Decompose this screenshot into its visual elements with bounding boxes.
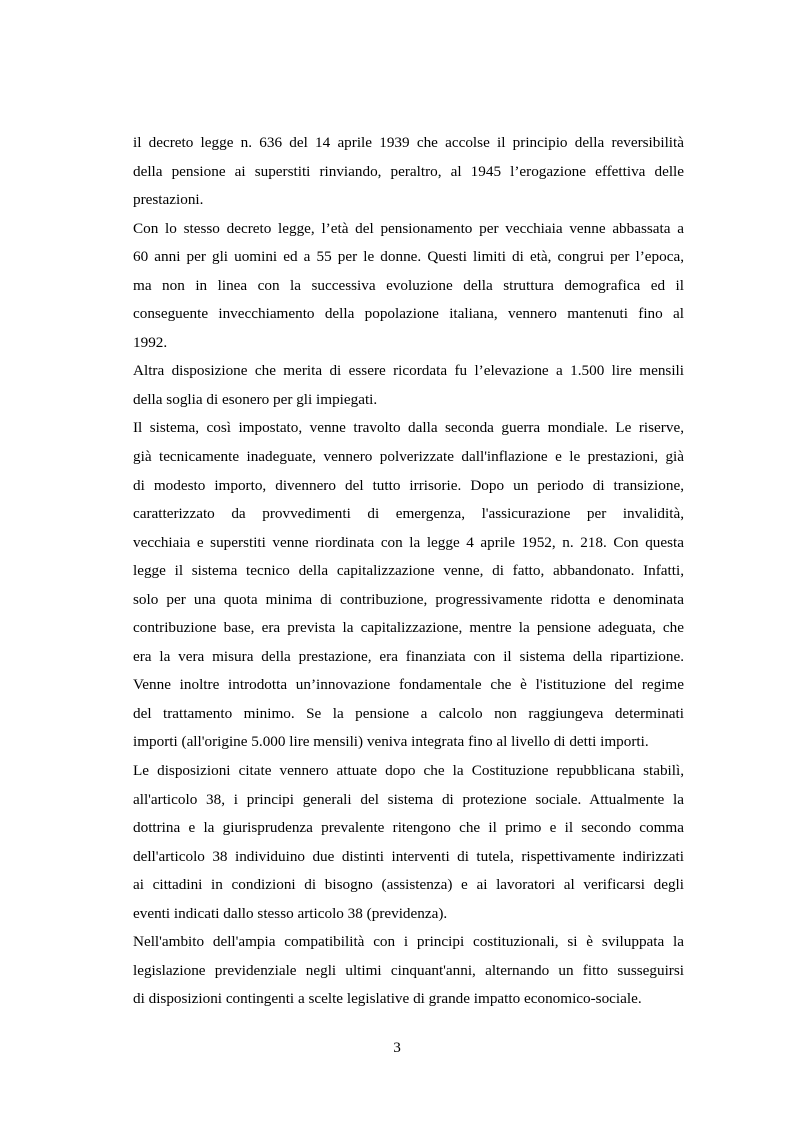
- text-line: contribuzione base, era prevista la capitalizzazione, mentre la pensione adeguata, che: [133, 619, 684, 637]
- text-line: importi (all'origine 5.000 lire mensili) veniva integrata fino al livello di detti importi.: [133, 733, 649, 751]
- text-line: legge il sistema tecnico della capitalizzazione venne, di fatto, abbandonato. Infatti,: [133, 562, 684, 580]
- paragraph-5: [133, 757, 684, 928]
- text-line: dottrina e la giurisprudenza prevalente ritengono che il primo e il secondo comma: [133, 819, 684, 837]
- text-line: caratterizzato da provvedimenti di emergenza, l'assicurazione per invalidità,: [133, 505, 684, 523]
- text-line: ma non in linea con la successiva evoluzione della struttura demografica ed il: [133, 276, 684, 294]
- text-line: del trattamento minimo. Se la pensione a calcolo non raggiungeva determinati: [133, 704, 684, 722]
- text-line: solo per una quota minima di contribuzione, progressivamente ridotta e denominata: [133, 590, 684, 608]
- text-line: Il sistema, così impostato, venne travolto dalla seconda guerra mondiale. Le riserve,: [133, 419, 684, 437]
- text-line: 60 anni per gli uomini ed a 55 per le donne. Questi limiti di età, congrui per l’epoca,: [133, 248, 684, 266]
- text-line: il decreto legge n. 636 del 14 aprile 1939 che accolse il principio della reversibilità: [133, 134, 684, 151]
- text-line: era la vera misura della prestazione, era finanziata con il sistema della ripartizione.: [133, 647, 684, 665]
- document-body: [133, 129, 684, 1014]
- text-line: conseguente invecchiamento della popolazione italiana, vennero mantenuti fino al: [133, 305, 684, 323]
- page-number: 3: [393, 1039, 401, 1056]
- text-line: legislazione previdenziale negli ultimi cinquant'anni, alternando un fitto susseguirsi: [133, 961, 684, 979]
- text-line: vecchiaia e superstiti venne riordinata con la legge 4 aprile 1952, n. 218. Con questa: [133, 533, 684, 551]
- text-line: di disposizioni contingenti a scelte legislative di grande impatto economico-sociale.: [133, 990, 642, 1008]
- text-line: dell'articolo 38 individuino due distinti interventi di tutela, rispettivamente indirizzati: [133, 847, 684, 865]
- text-line: già tecnicamente inadeguate, vennero polverizzate dall'inflazione e le prestazioni, già: [133, 448, 684, 466]
- text-line: di modesto importo, divennero del tutto irrisorie. Dopo un periodo di transizione,: [133, 476, 684, 494]
- paragraph-1: [133, 129, 684, 215]
- text-line: Con lo stesso decreto legge, l’età del pensionamento per vecchiaia venne abbassata a: [133, 219, 684, 237]
- text-line: Nell'ambito dell'ampia compatibilità con i principi costituzionali, si è sviluppata la: [133, 933, 684, 951]
- text-line: all'articolo 38, i principi generali del sistema di protezione sociale. Attualmente la: [133, 790, 684, 808]
- paragraph-6: [133, 928, 684, 1014]
- text-line: prestazioni.: [133, 191, 204, 209]
- text-line: della soglia di esonero per gli impiegati.: [133, 390, 378, 408]
- text-line: eventi indicati dallo stesso articolo 38 (previdenza).: [133, 904, 448, 922]
- text-line: Altra disposizione che merita di essere ricordata fu l’elevazione a 1.500 lire mensili: [133, 362, 684, 380]
- text-line: 1992.: [133, 333, 168, 351]
- paragraph-4: [133, 414, 684, 757]
- paragraph-2: [133, 215, 684, 358]
- paragraph-3: [133, 357, 684, 414]
- text-line: Le disposizioni citate vennero attuate dopo che la Costituzione repubblicana stabilì,: [133, 762, 684, 780]
- text-line: della pensione ai superstiti rinviando, peraltro, al 1945 l’erogazione effettiva delle: [133, 162, 684, 180]
- text-line: Venne inoltre introdotta un’innovazione fondamentale che è l'istituzione del regime: [133, 676, 684, 694]
- text-line: ai cittadini in condizioni di bisogno (assistenza) e ai lavoratori al verificarsi degli: [133, 876, 684, 894]
